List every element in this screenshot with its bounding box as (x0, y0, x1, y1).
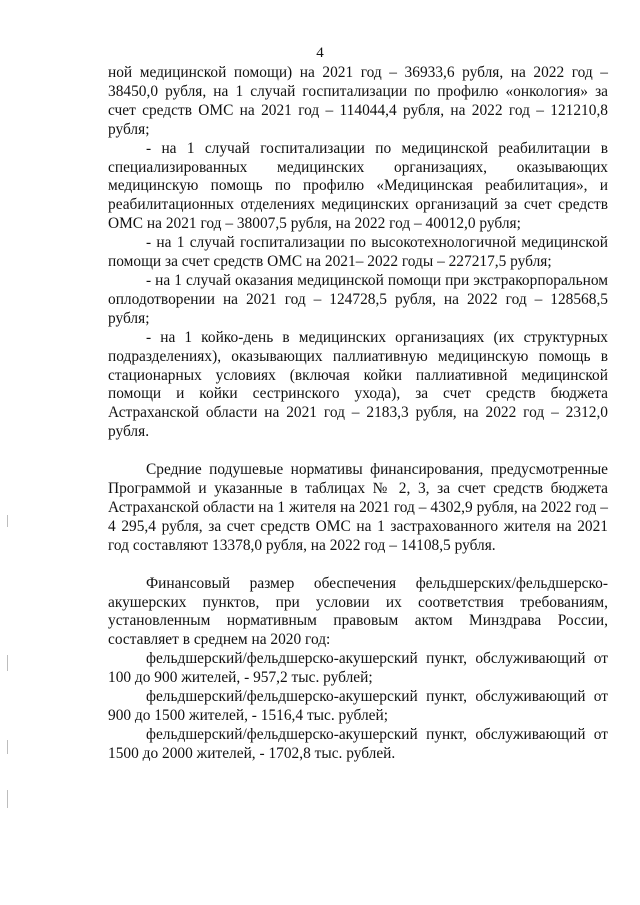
paragraph-ivf: - на 1 случай оказания медицинской помощи при экстракорпоральном оплодотворении на 2021 год – 124728,5 рубля, на 2022 год – 128568,5 рубля; (108, 271, 608, 327)
scan-margin-mark (7, 740, 8, 754)
scan-margin-mark (7, 790, 8, 808)
page-number: 4 (316, 45, 324, 61)
paragraph-fap-100-900: фельдшерский/фельдшерско-акушерский пункт, обслуживающий от 100 до 900 жителей, - 957,2 тыс. рублей; (108, 650, 608, 687)
paragraph-continuation: ной медицинской помощи) на 2021 год – 36933,6 рубля, на 2022 год – 38450,0 рубля, на 1 случай госпитализации по профилю «онкология» за счет средств ОМС на 2021 год – 114044,4 рубля, на 2022 год – 121210,8 рубля; (108, 64, 608, 138)
scan-margin-mark (7, 515, 8, 527)
paragraph-fap-financing: Финансовый размер обеспечения фельдшерских/фельдшерско-акушерских пунктов, при условии их соответствия требованиям, установленным нормативным правовым актом Минздрава России, составляет в среднем на 2020 год: (108, 574, 608, 649)
paragraph-fap-1500-2000: фельдшерский/фельдшерско-акушерский пункт, обслуживающий от 1500 до 2000 жителей, - 1702,8 тыс. рублей. (108, 725, 608, 762)
paragraph-per-capita-norms: Средние подушевые нормативы финансирования, предусмотренные Программой и указанные в таблицах № 2, 3, за счет средств бюджета Астраханской области на 1 жителя на 2021 год – 4302,9 рубля, на 2022 год – 4 295,4 рубля, за счет средств ОМС на 1 застрахованного жителя на 2021 год составляют 13378,0 рубля, на 2022 год – 14108,5 рубля. (108, 461, 608, 554)
paragraph-fap-900-1500: фельдшерский/фельдшерско-акушерский пункт, обслуживающий от 900 до 1500 жителей, - 1516,4 тыс. рублей; (108, 688, 608, 724)
paragraph-gap (108, 442, 608, 461)
paragraph-gap (108, 556, 608, 575)
document-body (108, 64, 608, 764)
paragraph-rehabilitation: - на 1 случай госпитализации по медицинской реабилитации в специализированных медицинских организациях, оказывающих медицинскую помощь по профилю «Медицинская реабилитация», и реабилитационных отделениях медицинских организаций за счет средств ОМС на 2021 год – 38007,5 рубля, на 2022 год – 40012,0 рубля; (108, 139, 608, 233)
paragraph-palliative-bed-day: - на 1 койко-день в медицинских организациях (их структурных подразделениях), оказывающих паллиативную медицинскую помощь в стационарных условиях (включая койки паллиативной медицинской помощи и койки сестринского ухода), за счет средств бюджета Астраханской области на 2021 год – 2183,3 рубля, на 2022 год – 2312,0 рубля. (108, 328, 608, 441)
paragraph-high-tech-care: - на 1 случай госпитализации по высокотехнологичной медицинской помощи за счет средств ОМС на 2021– 2022 годы – 227217,5 рубля; (108, 234, 608, 271)
scan-margin-mark (7, 655, 8, 671)
